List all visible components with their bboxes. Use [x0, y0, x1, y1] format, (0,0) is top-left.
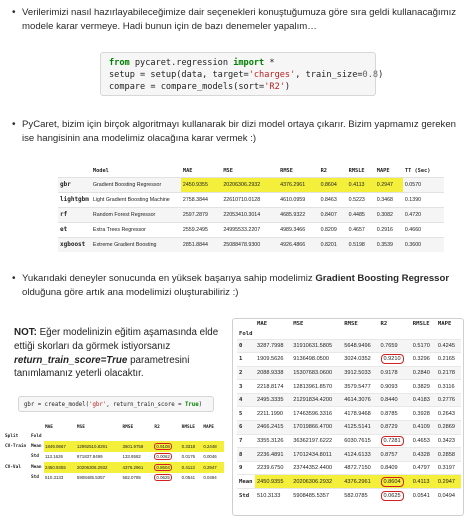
highlight-circle: 0.0625	[381, 491, 404, 501]
code-block-setup: from pycaret.regression import * setup = setup(data, target='charges', train_size=0.8) compare = compare_models(sort='R2')	[100, 52, 376, 96]
bullet-text-2: PyCaret, bizim için birçok algoritmayı kullanarak bir dizi model ortaya çıkarır. Bizim yapmamız gereken ise hangisinin ana modelimiz olacağına karar vermek :)	[22, 119, 456, 144]
bullet-text-3: Yukarıdaki deneyler sonucunda en yüksek başarıya sahip modelimiz Gradient Boosting Regressor olduğuna göre artık ana modelimizi oluşturabiliriz :)	[22, 273, 450, 298]
table-row: Std 510.3133 5908485.5357 582.0785 0.0625 0.0541 0.0494	[31, 475, 217, 481]
column-header: RMSE	[122, 425, 134, 430]
table-row: 6 2466.2415 17019866.4700 4125.5141 0.8729 0.4109 0.2869	[237, 421, 461, 435]
highlight-circle: 0.0625	[156, 475, 170, 481]
fold-results-panel	[232, 318, 464, 516]
highlight-circle: 0.0062	[156, 454, 170, 460]
column-header: MSE	[293, 321, 304, 327]
note-paragraph: NOT: Eğer modelinizin eğitim aşamasında elde ettiği skorları da görmek istiyorsanız return_train_score=True parametresini tanımlamanız yeterli olacaktır.	[14, 327, 219, 380]
bullet-paragraph-2	[12, 118, 464, 145]
column-header: R2	[154, 425, 160, 430]
column-header: MAE	[182, 168, 193, 175]
bullet-paragraph-1	[12, 6, 464, 33]
cv-summary-table	[4, 423, 224, 483]
highlight-circle: 0.8604	[381, 477, 404, 487]
index-header-row: Fold	[239, 330, 253, 337]
column-header: MSE	[76, 425, 85, 430]
highlight-circle: 0.9108	[156, 443, 170, 449]
highlight-circle: 0.8604	[156, 464, 170, 470]
table-row: gbr Gradient Boosting Regressor 2450.9355 20206306.2932 4376.2961 0.8604 0.4113 0.2947 0.0570	[58, 177, 444, 192]
column-header: Model	[92, 168, 109, 175]
table-row: Std 113.1626 971837.8499 133.9582 0.0062 0.0176 0.0046	[31, 454, 217, 460]
highlight-circle: 0.9210	[381, 354, 404, 364]
table-row: 7 3355.3126 36362197.6222 6030.7615 0.7281 0.4653 0.3423	[237, 434, 461, 448]
column-header: RMSLE	[181, 425, 195, 430]
column-header: RMSE	[280, 168, 293, 175]
column-header: MAE	[257, 321, 268, 327]
table-row: 0 3287.7998 31910631.5805 5648.9496 0.7659 0.5170 0.4245	[237, 339, 461, 353]
column-header: MSE	[223, 168, 233, 175]
table-row: et Extra Trees Regressor 2559.2495 24995533.2207 4989.3466 0.8209 0.4657 0.2916 0.4660	[58, 222, 444, 237]
column-header: R2	[320, 168, 327, 175]
code-block-create-model: gbr = create_model('gbr', return_train_score = True)	[18, 396, 214, 412]
table-row: 2 2088.9338 15307683.0600 3912.5033 0.9178 0.2840 0.2178	[237, 366, 461, 380]
table-row: xgboost Extreme Gradient Boosting 2851.8844 25088478.9300 4926.4866 0.8201 0.5198 0.3539 0.3600	[58, 237, 444, 252]
index-header-row: Split Fold	[5, 434, 42, 439]
bullet-dot: •	[12, 273, 16, 284]
bullet-paragraph-3	[12, 272, 464, 299]
table-row: 9 2239.6750 23744352.4400 4872.7150 0.8409 0.4797 0.3197	[237, 461, 461, 475]
column-header: R2	[380, 321, 388, 327]
highlight-circle: 0.7281	[381, 436, 404, 446]
table-row: lightgbm Light Gradient Boosting Machine 2758.3844 22610710.0128 4610.0959 0.8463 0.5223 0.3468 0.1390	[58, 192, 444, 207]
column-header: RMSLE	[412, 321, 430, 327]
table-row: rf Random Forest Regressor 2597.2879 22053410.3014 4685.9322 0.8407 0.4485 0.3082 0.4720	[58, 207, 444, 222]
table-row: Mean 2450.9355 20206306.2932 4376.2961 0.8604 0.4113 0.2947	[237, 475, 461, 489]
table-row: Std 510.3133 5908485.5357 582.0785 0.0625 0.0541 0.0494	[237, 489, 461, 503]
column-header: MAPE	[203, 425, 214, 430]
bullet-dot: •	[12, 119, 16, 130]
column-header: MAPE	[376, 168, 390, 175]
fold-results-table	[237, 319, 461, 502]
column-header: RMSE	[344, 321, 358, 327]
table-row: 8 2236.4891 17012434.8011 4124.6133 0.8757 0.4328 0.2858	[237, 448, 461, 462]
table-row: CV-Train Mean 1849.0867 12992510.8291 3601.9758 0.9108 0.3318 0.2448	[4, 441, 224, 452]
table-header-row	[58, 166, 444, 177]
table-row: 3 2218.8174 12813961.8570 3579.5477 0.9093 0.3829 0.3116	[237, 380, 461, 394]
column-header: MAPE	[437, 321, 452, 327]
column-header: RMSLE	[348, 168, 365, 175]
column-header: MAE	[45, 425, 53, 430]
column-header: TT (Sec)	[404, 168, 431, 175]
table-row: 1 1909.5626 9136498.0500 3024.0352 0.9210 0.3296 0.2165	[237, 353, 461, 367]
table-header-row	[237, 319, 461, 329]
column-header	[58, 166, 91, 177]
table-header-row	[4, 423, 224, 432]
table-row: 4 2495.3335 21291834.4200 4614.3076 0.8440 0.4183 0.2776	[237, 393, 461, 407]
table-row: 5 2211.1990 17463596.3316 4178.9468 0.8785 0.3928 0.2643	[237, 407, 461, 421]
table-row: CV-Val Mean 2450.9355 20206306.2932 4376.2961 0.8604 0.4113 0.2947	[4, 462, 224, 473]
model-comparison-table	[58, 166, 444, 252]
bullet-text-1: Verilerimizi nasıl hazırlayabileceğimize dair seçenekleri konuştuğumuza göre sıra geldi kullanacağımız modele karar vermeye. Hadi bunun için de bazı denemeler yapalım…	[22, 7, 457, 32]
bullet-dot: •	[12, 7, 16, 18]
